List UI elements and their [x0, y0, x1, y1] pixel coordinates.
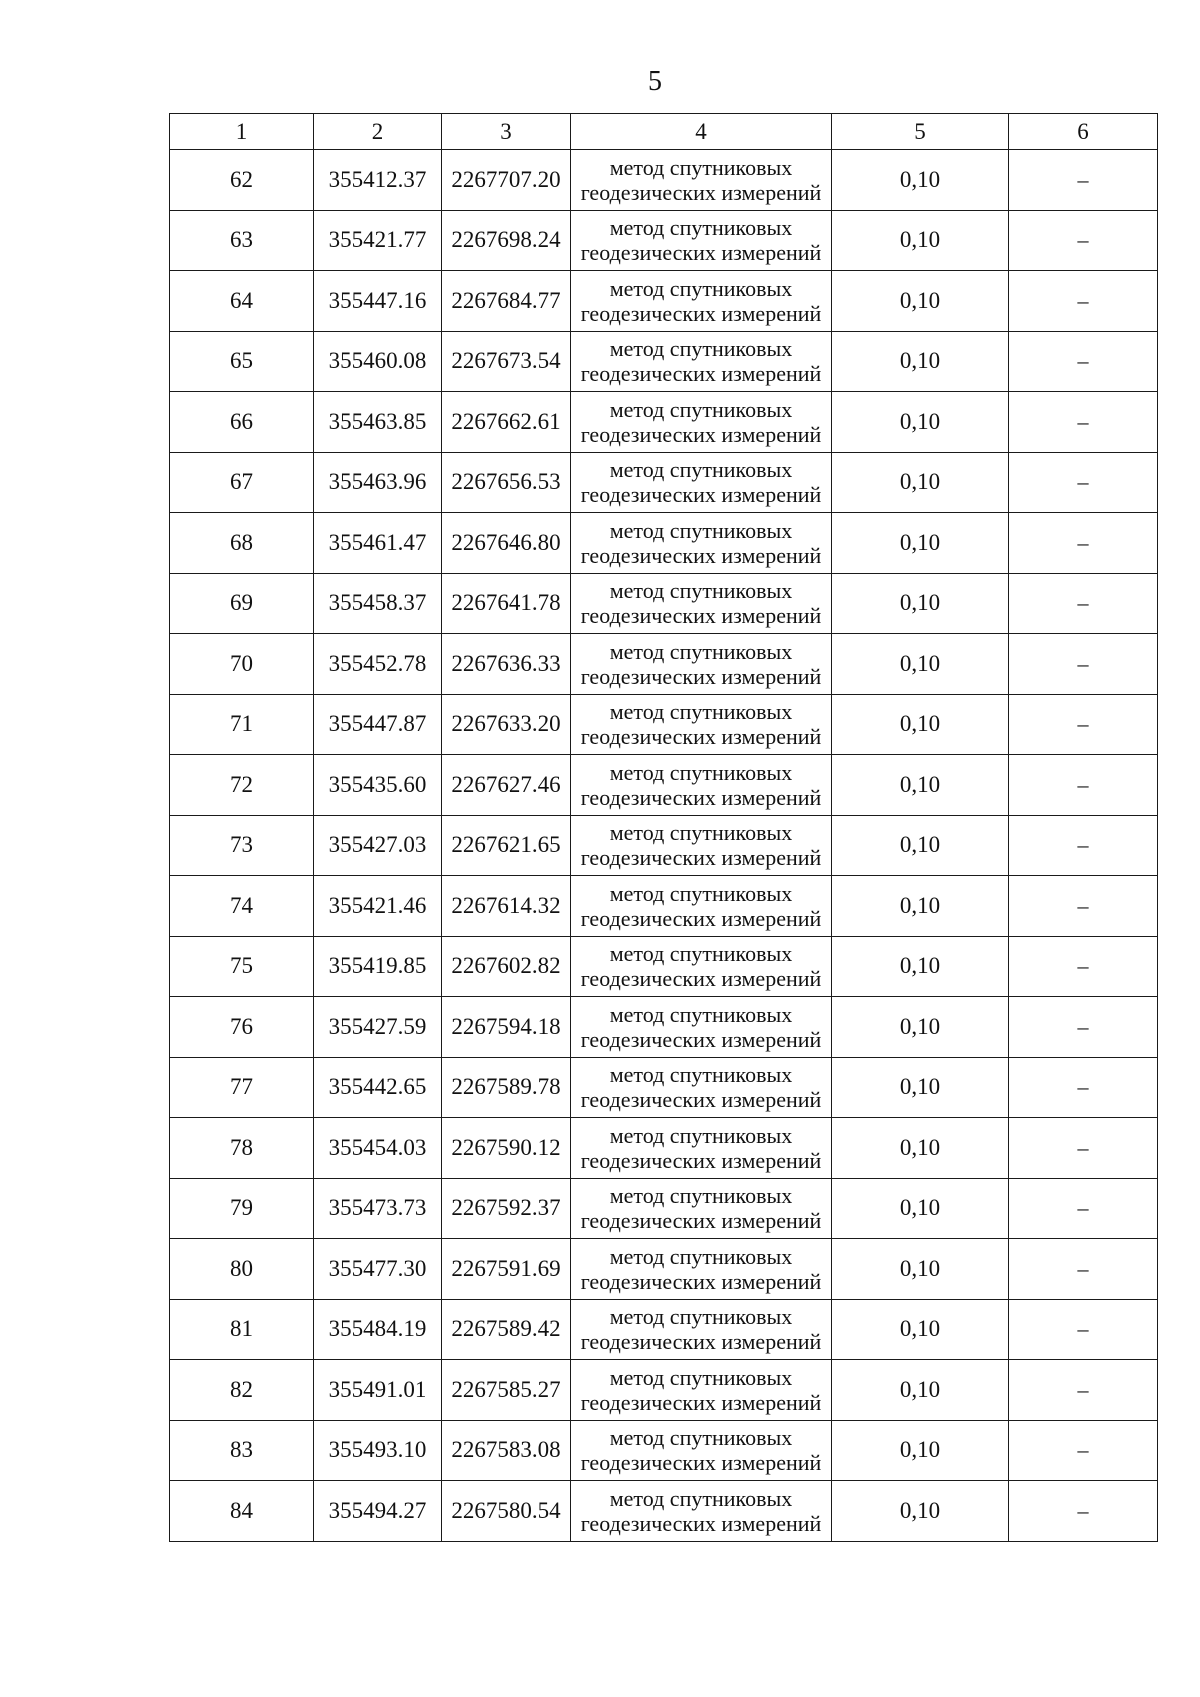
method-line-1: метод спутниковых — [609, 578, 793, 604]
note-cell: – — [1009, 1299, 1158, 1360]
method-line-1: метод спутниковых — [609, 1183, 793, 1209]
note-cell: – — [1009, 331, 1158, 392]
x-coordinate-cell: 355454.03 — [314, 1118, 442, 1179]
y-coordinate-cell: 2267684.77 — [442, 271, 571, 332]
point-number-cell: 70 — [170, 634, 314, 695]
x-coordinate-cell: 355461.47 — [314, 513, 442, 574]
accuracy-cell: 0,10 — [832, 210, 1009, 271]
method-cell — [571, 150, 832, 211]
method-line-2: геодезических измерений — [580, 784, 822, 810]
method-line-1: метод спутниковых — [609, 1062, 793, 1088]
method-line-2: геодезических измерений — [580, 1329, 822, 1355]
accuracy-cell: 0,10 — [832, 1360, 1009, 1421]
point-number-cell: 66 — [170, 392, 314, 453]
method-line-1: метод спутниковых — [609, 820, 793, 846]
table-row — [170, 1178, 1158, 1239]
method-cell — [571, 1118, 832, 1179]
table-row — [170, 755, 1158, 816]
method-line-1: метод спутниковых — [609, 154, 793, 180]
x-coordinate-cell: 355477.30 — [314, 1239, 442, 1300]
accuracy-cell: 0,10 — [832, 1178, 1009, 1239]
table-row — [170, 997, 1158, 1058]
column-header-3: 3 — [442, 114, 571, 150]
method-line-2: геодезических измерений — [580, 240, 822, 266]
method-line-2: геодезических измерений — [580, 1087, 822, 1113]
accuracy-cell: 0,10 — [832, 1420, 1009, 1481]
table-row — [170, 1481, 1158, 1542]
method-line-2: геодезических измерений — [580, 905, 822, 931]
note-cell: – — [1009, 210, 1158, 271]
x-coordinate-cell: 355419.85 — [314, 936, 442, 997]
method-line-1: метод спутниковых — [609, 880, 793, 906]
table-row — [170, 815, 1158, 876]
method-cell — [571, 1178, 832, 1239]
y-coordinate-cell: 2267673.54 — [442, 331, 571, 392]
note-cell: – — [1009, 1239, 1158, 1300]
accuracy-cell: 0,10 — [832, 573, 1009, 634]
method-cell — [571, 1481, 832, 1542]
point-number-cell: 76 — [170, 997, 314, 1058]
x-coordinate-cell: 355421.46 — [314, 876, 442, 937]
y-coordinate-cell: 2267589.42 — [442, 1299, 571, 1360]
table-row — [170, 392, 1158, 453]
method-cell — [571, 694, 832, 755]
table-row — [170, 876, 1158, 937]
column-header-5: 5 — [832, 114, 1009, 150]
table-row — [170, 694, 1158, 755]
method-line-1: метод спутниковых — [609, 1001, 793, 1027]
accuracy-cell: 0,10 — [832, 1299, 1009, 1360]
point-number-cell: 65 — [170, 331, 314, 392]
y-coordinate-cell: 2267641.78 — [442, 573, 571, 634]
method-line-1: метод спутниковых — [609, 1485, 793, 1511]
method-cell — [571, 513, 832, 574]
x-coordinate-cell: 355442.65 — [314, 1057, 442, 1118]
accuracy-cell: 0,10 — [832, 1239, 1009, 1300]
accuracy-cell: 0,10 — [832, 452, 1009, 513]
method-line-1: метод спутниковых — [609, 638, 793, 664]
coordinates-table — [169, 113, 1158, 1542]
method-cell — [571, 997, 832, 1058]
x-coordinate-cell: 355427.59 — [314, 997, 442, 1058]
method-line-1: метод спутниковых — [609, 275, 793, 301]
table-row — [170, 210, 1158, 271]
method-line-2: геодезических измерений — [580, 663, 822, 689]
accuracy-cell: 0,10 — [832, 694, 1009, 755]
note-cell: – — [1009, 150, 1158, 211]
table-row — [170, 1420, 1158, 1481]
point-number-cell: 73 — [170, 815, 314, 876]
method-line-2: геодезических измерений — [580, 845, 822, 871]
point-number-cell: 63 — [170, 210, 314, 271]
accuracy-cell: 0,10 — [832, 392, 1009, 453]
table-row — [170, 634, 1158, 695]
column-header-1: 1 — [170, 114, 314, 150]
method-line-2: геодезических измерений — [580, 1450, 822, 1476]
note-cell: – — [1009, 694, 1158, 755]
point-number-cell: 79 — [170, 1178, 314, 1239]
point-number-cell: 83 — [170, 1420, 314, 1481]
x-coordinate-cell: 355491.01 — [314, 1360, 442, 1421]
x-coordinate-cell: 355427.03 — [314, 815, 442, 876]
table-row — [170, 936, 1158, 997]
method-line-2: геодезических измерений — [580, 724, 822, 750]
method-line-2: геодезических измерений — [580, 1147, 822, 1173]
note-cell: – — [1009, 815, 1158, 876]
x-coordinate-cell: 355473.73 — [314, 1178, 442, 1239]
note-cell: – — [1009, 997, 1158, 1058]
accuracy-cell: 0,10 — [832, 876, 1009, 937]
point-number-cell: 72 — [170, 755, 314, 816]
table-row — [170, 1118, 1158, 1179]
y-coordinate-cell: 2267656.53 — [442, 452, 571, 513]
point-number-cell: 64 — [170, 271, 314, 332]
table-row — [170, 331, 1158, 392]
page-number: 5 — [648, 66, 662, 97]
method-line-2: геодезических измерений — [580, 482, 822, 508]
method-line-1: метод спутниковых — [609, 517, 793, 543]
point-number-cell: 77 — [170, 1057, 314, 1118]
table-header — [170, 114, 1158, 150]
table-row — [170, 1360, 1158, 1421]
y-coordinate-cell: 2267590.12 — [442, 1118, 571, 1179]
y-coordinate-cell: 2267580.54 — [442, 1481, 571, 1542]
y-coordinate-cell: 2267614.32 — [442, 876, 571, 937]
x-coordinate-cell: 355412.37 — [314, 150, 442, 211]
method-line-2: геодезических измерений — [580, 1389, 822, 1415]
x-coordinate-cell: 355447.16 — [314, 271, 442, 332]
method-line-1: метод спутниковых — [609, 1122, 793, 1148]
column-header-4: 4 — [571, 114, 832, 150]
method-line-1: метод спутниковых — [609, 941, 793, 967]
column-header-2: 2 — [314, 114, 442, 150]
point-number-cell: 68 — [170, 513, 314, 574]
method-cell — [571, 1299, 832, 1360]
x-coordinate-cell: 355421.77 — [314, 210, 442, 271]
note-cell: – — [1009, 1360, 1158, 1421]
accuracy-cell: 0,10 — [832, 815, 1009, 876]
note-cell: – — [1009, 513, 1158, 574]
point-number-cell: 62 — [170, 150, 314, 211]
x-coordinate-cell: 355435.60 — [314, 755, 442, 816]
y-coordinate-cell: 2267602.82 — [442, 936, 571, 997]
method-line-2: геодезических измерений — [580, 1510, 822, 1536]
method-cell — [571, 392, 832, 453]
table-body — [170, 150, 1158, 1542]
table-row — [170, 452, 1158, 513]
method-line-1: метод спутниковых — [609, 1425, 793, 1451]
column-header-6: 6 — [1009, 114, 1158, 150]
method-cell — [571, 634, 832, 695]
y-coordinate-cell: 2267589.78 — [442, 1057, 571, 1118]
y-coordinate-cell: 2267636.33 — [442, 634, 571, 695]
header-row — [170, 114, 1158, 150]
note-cell: – — [1009, 755, 1158, 816]
x-coordinate-cell: 355484.19 — [314, 1299, 442, 1360]
note-cell: – — [1009, 1118, 1158, 1179]
point-number-cell: 80 — [170, 1239, 314, 1300]
table-row — [170, 513, 1158, 574]
y-coordinate-cell: 2267698.24 — [442, 210, 571, 271]
table-row — [170, 1057, 1158, 1118]
y-coordinate-cell: 2267591.69 — [442, 1239, 571, 1300]
method-cell — [571, 1420, 832, 1481]
x-coordinate-cell: 355452.78 — [314, 634, 442, 695]
method-cell — [571, 815, 832, 876]
note-cell: – — [1009, 1057, 1158, 1118]
accuracy-cell: 0,10 — [832, 936, 1009, 997]
method-line-1: метод спутниковых — [609, 1364, 793, 1390]
method-cell — [571, 1057, 832, 1118]
y-coordinate-cell: 2267594.18 — [442, 997, 571, 1058]
point-number-cell: 75 — [170, 936, 314, 997]
method-cell — [571, 210, 832, 271]
method-line-2: геодезических измерений — [580, 300, 822, 326]
table-row — [170, 271, 1158, 332]
method-line-1: метод спутниковых — [609, 396, 793, 422]
method-cell — [571, 1360, 832, 1421]
x-coordinate-cell: 355458.37 — [314, 573, 442, 634]
point-number-cell: 82 — [170, 1360, 314, 1421]
accuracy-cell: 0,10 — [832, 634, 1009, 695]
method-line-1: метод спутниковых — [609, 336, 793, 362]
method-line-2: геодезических измерений — [580, 542, 822, 568]
method-cell — [571, 573, 832, 634]
y-coordinate-cell: 2267633.20 — [442, 694, 571, 755]
method-cell — [571, 452, 832, 513]
method-line-2: геодезических измерений — [580, 1208, 822, 1234]
accuracy-cell: 0,10 — [832, 1057, 1009, 1118]
point-number-cell: 81 — [170, 1299, 314, 1360]
accuracy-cell: 0,10 — [832, 997, 1009, 1058]
y-coordinate-cell: 2267707.20 — [442, 150, 571, 211]
table-row — [170, 1299, 1158, 1360]
note-cell: – — [1009, 634, 1158, 695]
table-row — [170, 150, 1158, 211]
method-line-2: геодезических измерений — [580, 966, 822, 992]
method-cell — [571, 876, 832, 937]
x-coordinate-cell: 355447.87 — [314, 694, 442, 755]
note-cell: – — [1009, 936, 1158, 997]
method-line-1: метод спутниковых — [609, 759, 793, 785]
note-cell: – — [1009, 1178, 1158, 1239]
accuracy-cell: 0,10 — [832, 1118, 1009, 1179]
point-number-cell: 69 — [170, 573, 314, 634]
accuracy-cell: 0,10 — [832, 271, 1009, 332]
method-cell — [571, 755, 832, 816]
y-coordinate-cell: 2267592.37 — [442, 1178, 571, 1239]
method-line-1: метод спутниковых — [609, 1243, 793, 1269]
accuracy-cell: 0,10 — [832, 150, 1009, 211]
x-coordinate-cell: 355463.96 — [314, 452, 442, 513]
method-line-2: геодезических измерений — [580, 421, 822, 447]
point-number-cell: 71 — [170, 694, 314, 755]
method-cell — [571, 936, 832, 997]
x-coordinate-cell: 355463.85 — [314, 392, 442, 453]
method-cell — [571, 271, 832, 332]
x-coordinate-cell: 355460.08 — [314, 331, 442, 392]
y-coordinate-cell: 2267646.80 — [442, 513, 571, 574]
y-coordinate-cell: 2267585.27 — [442, 1360, 571, 1421]
note-cell: – — [1009, 1481, 1158, 1542]
y-coordinate-cell: 2267621.65 — [442, 815, 571, 876]
y-coordinate-cell: 2267662.61 — [442, 392, 571, 453]
point-number-cell: 67 — [170, 452, 314, 513]
accuracy-cell: 0,10 — [832, 755, 1009, 816]
table-row — [170, 573, 1158, 634]
note-cell: – — [1009, 271, 1158, 332]
note-cell: – — [1009, 1420, 1158, 1481]
method-cell — [571, 1239, 832, 1300]
table-row — [170, 1239, 1158, 1300]
y-coordinate-cell: 2267627.46 — [442, 755, 571, 816]
x-coordinate-cell: 355494.27 — [314, 1481, 442, 1542]
point-number-cell: 84 — [170, 1481, 314, 1542]
method-cell — [571, 331, 832, 392]
method-line-1: метод спутниковых — [609, 699, 793, 725]
note-cell: – — [1009, 573, 1158, 634]
method-line-2: геодезических измерений — [580, 1268, 822, 1294]
method-line-1: метод спутниковых — [609, 1304, 793, 1330]
method-line-1: метод спутниковых — [609, 215, 793, 241]
note-cell: – — [1009, 452, 1158, 513]
note-cell: – — [1009, 876, 1158, 937]
note-cell: – — [1009, 392, 1158, 453]
method-line-2: геодезических измерений — [580, 179, 822, 205]
y-coordinate-cell: 2267583.08 — [442, 1420, 571, 1481]
method-line-2: геодезических измерений — [580, 603, 822, 629]
method-line-2: геодезических измерений — [580, 361, 822, 387]
point-number-cell: 74 — [170, 876, 314, 937]
accuracy-cell: 0,10 — [832, 513, 1009, 574]
accuracy-cell: 0,10 — [832, 331, 1009, 392]
accuracy-cell: 0,10 — [832, 1481, 1009, 1542]
point-number-cell: 78 — [170, 1118, 314, 1179]
method-line-2: геодезических измерений — [580, 1026, 822, 1052]
x-coordinate-cell: 355493.10 — [314, 1420, 442, 1481]
method-line-1: метод спутниковых — [609, 457, 793, 483]
